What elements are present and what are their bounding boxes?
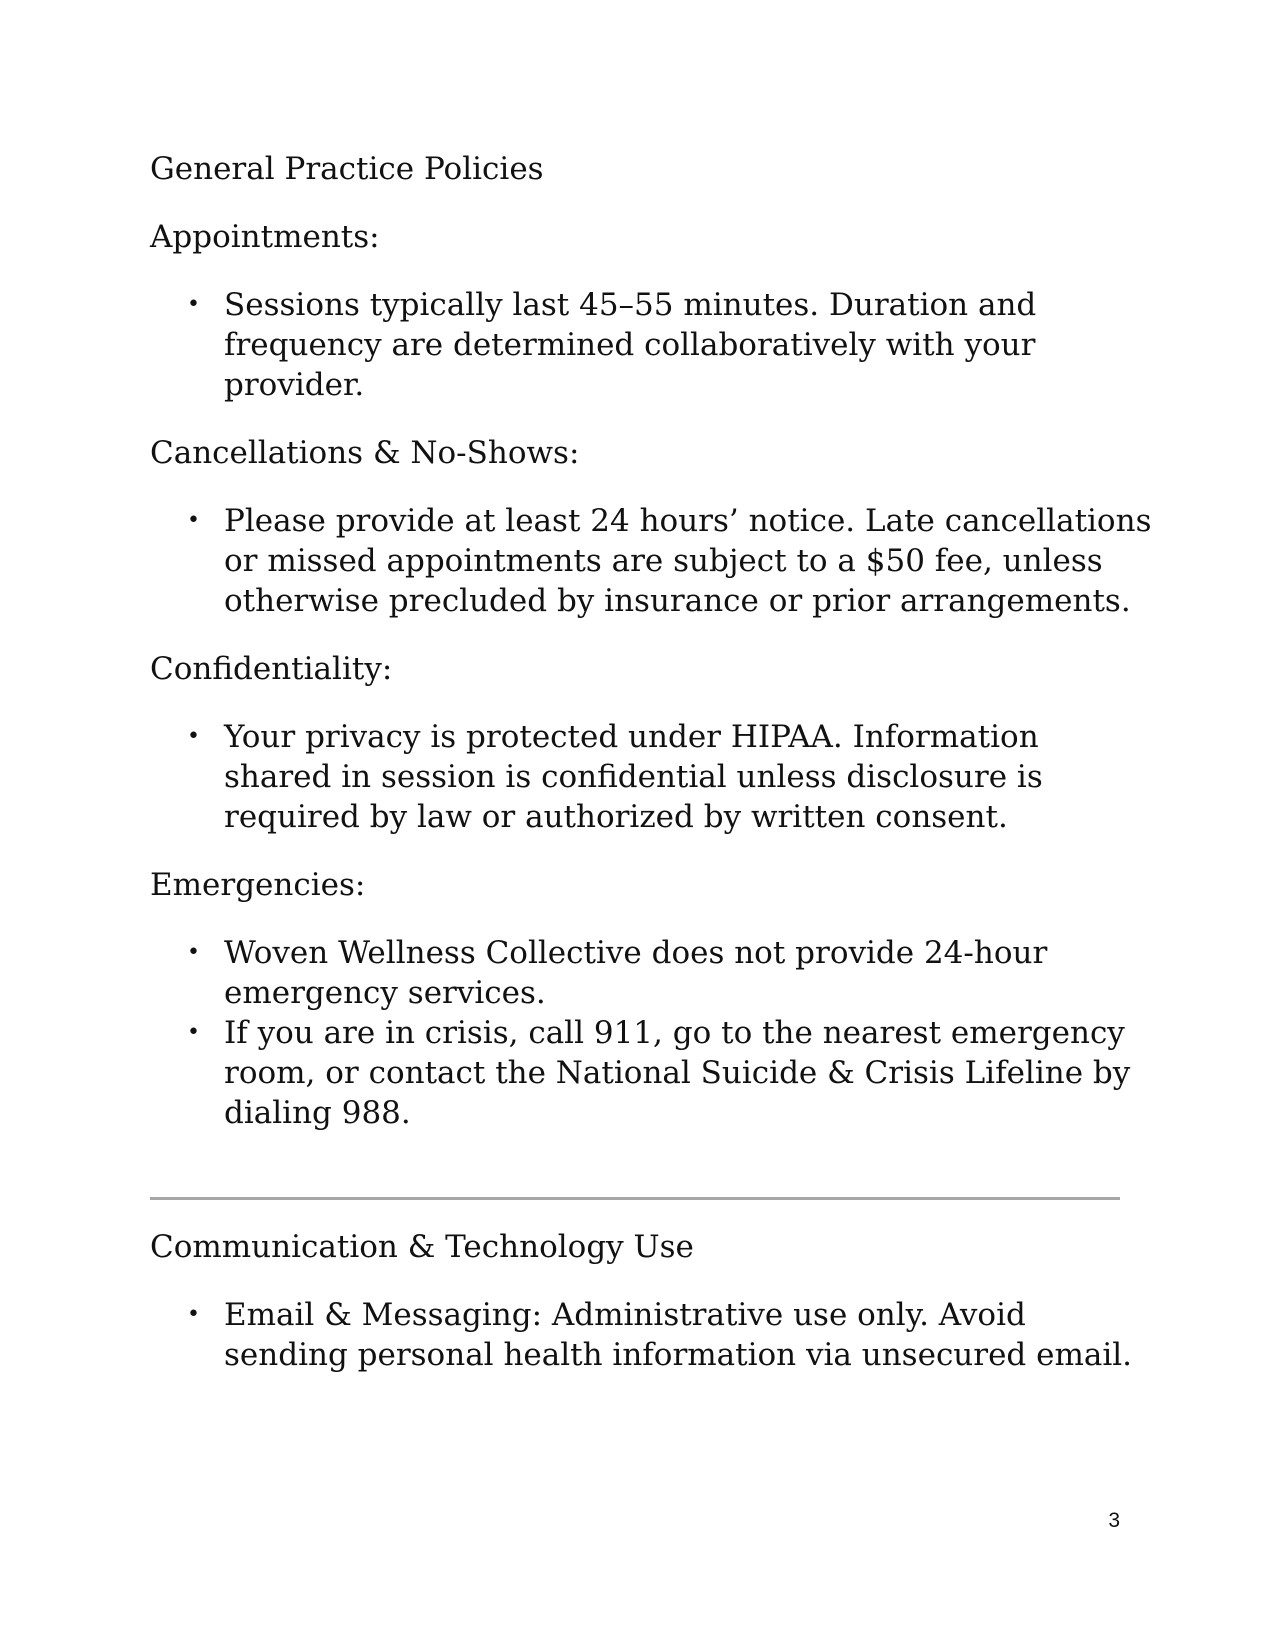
list-item-line: dialing 988.	[224, 1095, 411, 1131]
heading-appointments: Appointments:	[150, 219, 380, 255]
bullet-icon: •	[187, 508, 200, 533]
list-item-appointments-1	[224, 285, 1124, 405]
bullet-icon: •	[187, 1020, 200, 1045]
list-item-emergencies-1	[224, 933, 1124, 1013]
heading-cancellations-no-shows: Cancellations & No-Shows:	[150, 435, 580, 471]
list-item-line: room, or contact the National Suicide & Crisis Lifeline by	[224, 1055, 1131, 1091]
list-item-line: emergency services.	[224, 975, 546, 1011]
list-item-line: Woven Wellness Collective does not provide 24-hour	[224, 935, 1048, 971]
bullet-icon: •	[187, 292, 200, 317]
bullet-icon: •	[187, 1302, 200, 1327]
list-item-line: sending personal health information via unsecured email.	[224, 1337, 1133, 1373]
list-item-line: frequency are determined collaboratively with your	[224, 327, 1036, 363]
section-title-communication-technology: Communication & Technology Use	[150, 1229, 694, 1265]
section-title-general-practice-policies: General Practice Policies	[150, 151, 544, 187]
list-item-line: Email & Messaging: Administrative use only. Avoid	[224, 1297, 1026, 1333]
list-item-line: shared in session is confidential unless disclosure is	[224, 759, 1043, 795]
heading-emergencies: Emergencies:	[150, 867, 366, 903]
list-item-line: provider.	[224, 367, 365, 403]
list-item-confidentiality-1	[224, 717, 1124, 837]
section-divider	[150, 1197, 1120, 1200]
bullet-icon: •	[187, 940, 200, 965]
heading-confidentiality: Confidentiality:	[150, 651, 393, 687]
list-item-line: Sessions typically last 45–55 minutes. Duration and	[224, 287, 1037, 323]
list-item-communication-1	[224, 1295, 1133, 1375]
list-item-cancellations-1	[224, 501, 1152, 621]
list-item-line: If you are in crisis, call 911, go to the nearest emergency	[224, 1015, 1125, 1051]
page-number: 3	[1108, 1509, 1120, 1532]
list-item-line: required by law or authorized by written consent.	[224, 799, 1008, 835]
list-item-line: otherwise precluded by insurance or prior arrangements.	[224, 583, 1131, 619]
list-item-emergencies-2	[224, 1013, 1131, 1133]
list-item-line: Your privacy is protected under HIPAA. Information	[224, 719, 1039, 755]
list-item-line: Please provide at least 24 hours’ notice. Late cancellations	[224, 503, 1152, 539]
list-item-line: or missed appointments are subject to a $50 fee, unless	[224, 543, 1103, 579]
bullet-icon: •	[187, 724, 200, 749]
